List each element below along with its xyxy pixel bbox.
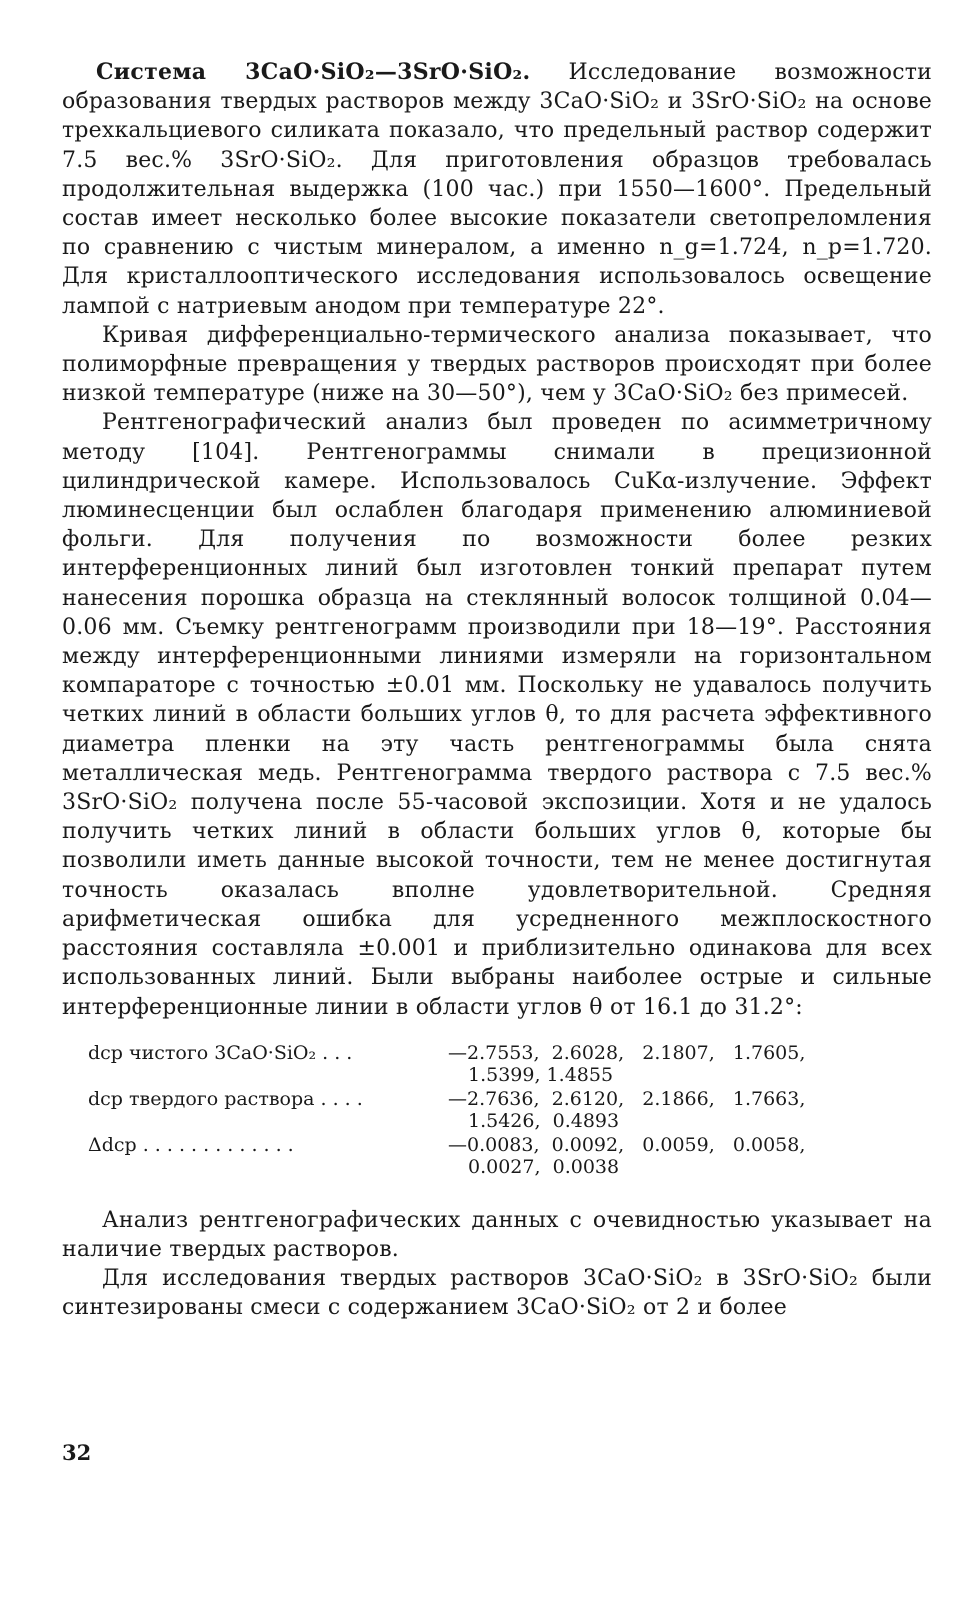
row-values: —2.7636, 2.6120, 2.1866, 1.7663, [448, 1087, 806, 1110]
paragraph-dta: Кривая дифференциально-термического анализа показывает, что полиморфные превращения у твердых растворов происходят при более низкой температуре (ниже на 30—50°), чем у 3CaO·SiO₂ без примесей. [62, 322, 932, 407]
row-values-cont: 1.5426, 0.4893 [468, 1109, 620, 1132]
row-values: —0.0083, 0.0092, 0.0059, 0.0058, [448, 1133, 806, 1156]
row-values: —2.7553, 2.6028, 2.1807, 1.7605, [448, 1041, 806, 1064]
row-label: dср чистого 3CaO·SiO₂ . . . [88, 1041, 353, 1064]
row-values-cont: 0.0027, 0.0038 [468, 1155, 620, 1178]
paragraph-text: Исследование возможности образования твердых растворов между 3CaO·SiO₂ и 3SrO·SiO₂ на основе трехкальциевого силиката показало, что предельный раствор содержит 7.5 вес.% 3SrO·SiO₂. Для приготовления образцов требовалась продолжительная выдержка (100 час.) при 1550—1600°. Предельный состав имеет несколько более высокие показатели светопреломления по сравнению с чистым минералом, а именно n_g=1.724, n_p=1.720. Для кристаллооптического исследования использовалось освещение лампой с натриевым анодом при температуре 22°. [62, 60, 932, 319]
table-row [88, 1134, 932, 1178]
paragraph-analysis: Анализ рентгенографических данных с очевидностью указывает на наличие твердых растворов. [62, 1207, 932, 1262]
paragraph-system [62, 58, 932, 321]
row-label: dср твердого раствора . . . . [88, 1087, 363, 1110]
page-body [62, 58, 932, 1323]
row-values-cont: 1.5399, 1.4855 [468, 1063, 614, 1086]
row-label: Δdср . . . . . . . . . . . . . [88, 1133, 294, 1156]
page-number: 32 [62, 1440, 92, 1465]
table-row [88, 1042, 932, 1086]
paragraph-study: Для исследования твердых растворов 3CaO·SiO₂ в 3SrO·SiO₂ были синтезированы смеси с содержанием 3CaO·SiO₂ от 2 и более [62, 1266, 932, 1321]
d-spacing-table [88, 1042, 932, 1178]
paragraph-xray: Рентгенографический анализ был проведен по асимметричному методу [104]. Рентгенограммы снимали в прецизионной цилиндрической камере. Использовалось CuKα-излучение. Эффект люминесценции был ослаблен благодаря применению алюминиевой фольги. Для получения по возможности более резких интерференционных линий был изготовлен тонкий препарат путем нанесения порошка образца на стеклянный волосок толщиной 0.04—0.06 мм. Съемку рентгенограмм производили при 18—19°. Расстояния между интерференционными линиями измеряли на горизонтальном компараторе с точностью ±0.01 мм. Поскольку не удавалось получить четких линий в области больших углов θ, то для расчета эффективного диаметра пленки на эту часть рентгенограммы была снята металлическая медь. Рентгенограмма твердого раствора с 7.5 вес.% 3SrO·SiO₂ получена после 55-часовой экспозиции. Хотя и не удалось получить четких линий в области больших углов θ, которые бы позволили иметь данные высокой точности, тем не менее достигнутая точность оказалась вполне удовлетворительной. Средняя арифметическая ошибка для усредненного межплоскостного расстояния составляла ±0.001 и приблизительно одинакова для всех использованных линий. Были выбраны наиболее острые и сильные интерференционные линии в области углов θ от 16.1 до 31.2°: [62, 410, 932, 1020]
table-row [88, 1088, 932, 1132]
section-heading: Система 3CaO·SiO₂—3SrO·SiO₂. [96, 59, 531, 85]
